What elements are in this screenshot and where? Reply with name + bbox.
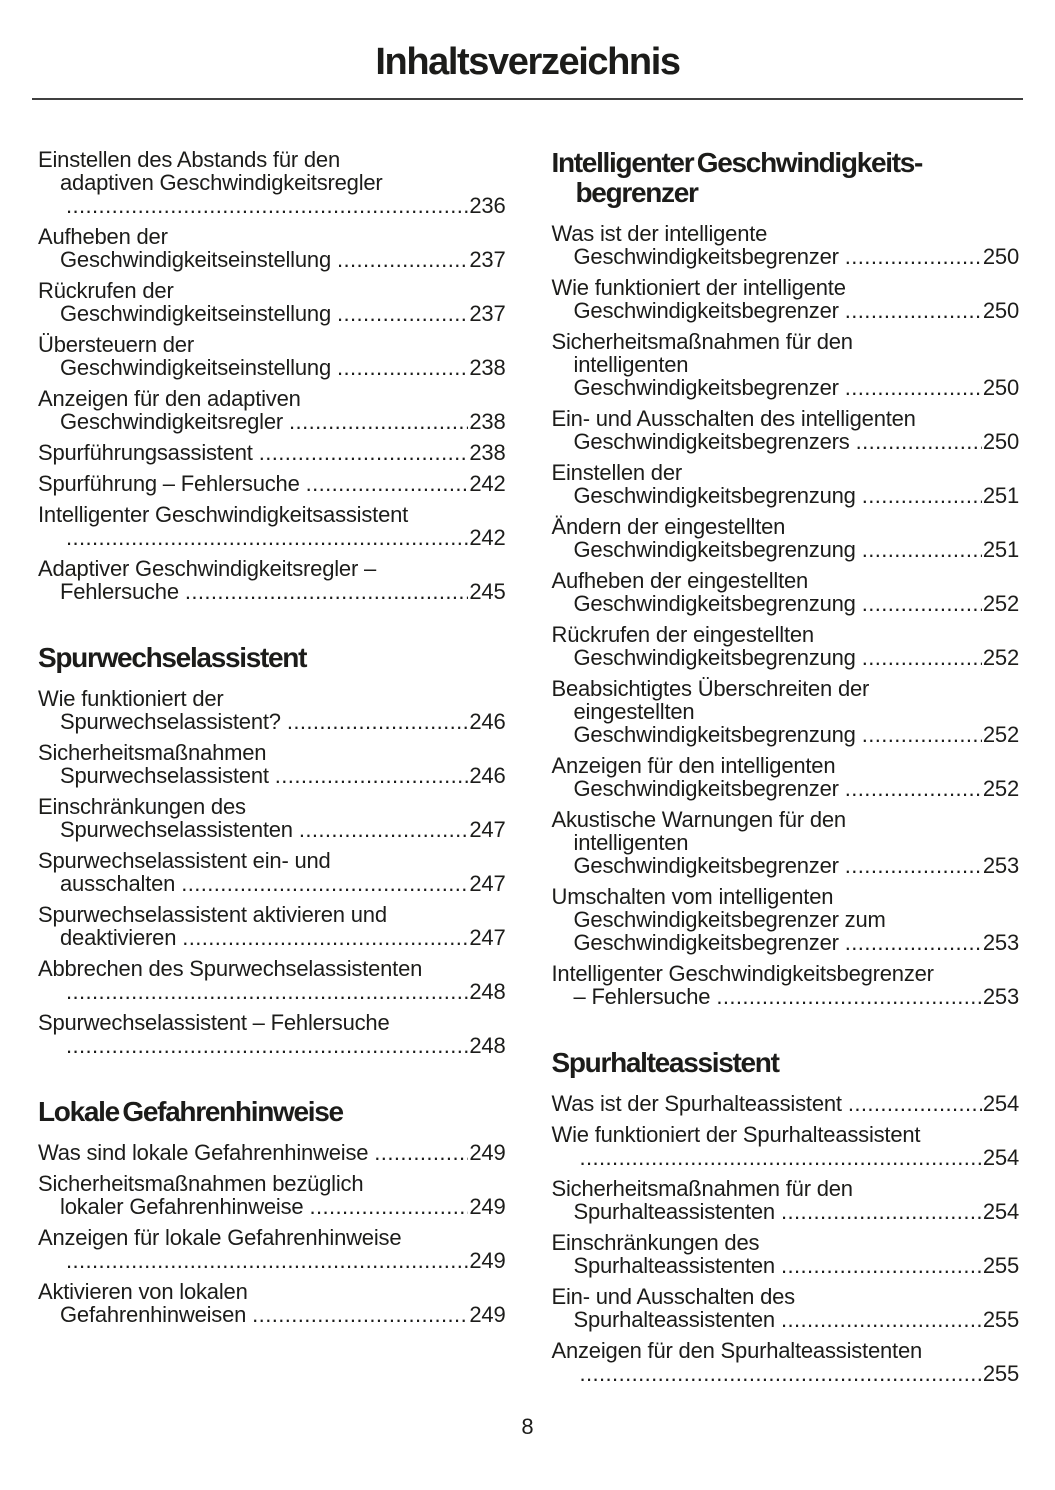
dot-leader bbox=[60, 1034, 468, 1057]
entry-text: Geschwindigkeitsbegrenzung bbox=[573, 645, 856, 670]
entry-text: Aufheben der eingestellten bbox=[551, 568, 809, 593]
entry-text: Akustische Warnungen für den bbox=[551, 807, 846, 832]
toc-line bbox=[38, 1226, 506, 1249]
toc-entry bbox=[552, 1339, 1020, 1385]
page-ref: 248 bbox=[469, 1033, 506, 1058]
page-ref: 253 bbox=[982, 984, 1019, 1009]
toc-line bbox=[38, 410, 506, 433]
toc-entry bbox=[38, 225, 506, 271]
toc-entry bbox=[38, 1280, 506, 1326]
section-heading bbox=[552, 1048, 1020, 1078]
page-ref: 254 bbox=[982, 1145, 1019, 1170]
entry-text: Intelligenter Geschwindigkeitsbegrenzer bbox=[551, 961, 934, 986]
heading-line bbox=[552, 148, 1020, 178]
entry-text: Spurwechselassistent ein- und bbox=[38, 848, 331, 873]
toc-line bbox=[38, 1303, 506, 1326]
entry-text: Übersteuern der bbox=[38, 332, 194, 357]
toc-line bbox=[552, 908, 1020, 931]
toc-entry bbox=[552, 754, 1020, 800]
toc-entry bbox=[38, 903, 506, 949]
toc-line bbox=[38, 849, 506, 872]
entry-text: Sicherheitsmaßnahmen bbox=[38, 740, 267, 765]
toc-line bbox=[38, 148, 506, 171]
toc-line bbox=[552, 885, 1020, 908]
dot-leader bbox=[839, 777, 982, 800]
entry-text: Rückrufen der bbox=[38, 278, 174, 303]
entry-text: lokaler Gefahrenhinweise bbox=[60, 1194, 304, 1219]
toc-entry bbox=[552, 222, 1020, 268]
toc-line bbox=[552, 1285, 1020, 1308]
entry-text: Einschränkungen des bbox=[38, 794, 246, 819]
toc-line bbox=[552, 962, 1020, 985]
entry-text: Spurführung – Fehlersuche bbox=[38, 471, 300, 496]
toc-entry bbox=[38, 472, 506, 495]
entry-text: Spurwechselassistent – Fehlersuche bbox=[38, 1010, 390, 1035]
page-ref: 245 bbox=[469, 579, 506, 604]
heading-line bbox=[38, 643, 506, 673]
toc-entry bbox=[38, 795, 506, 841]
dot-leader bbox=[856, 646, 982, 669]
dot-leader bbox=[710, 985, 982, 1008]
toc-line bbox=[552, 353, 1020, 376]
page-ref: 237 bbox=[469, 301, 506, 326]
dot-leader bbox=[842, 1092, 982, 1115]
page-ref: 246 bbox=[469, 709, 506, 734]
dot-leader bbox=[331, 356, 468, 379]
page-ref: 249 bbox=[469, 1194, 506, 1219]
toc-line bbox=[552, 854, 1020, 877]
entry-text: Was ist der Spurhalteassistent bbox=[551, 1091, 842, 1116]
toc-line bbox=[552, 1308, 1020, 1331]
page-ref: 238 bbox=[469, 440, 506, 465]
toc-line bbox=[38, 503, 506, 526]
toc-line bbox=[38, 248, 506, 271]
entry-text: Ein- und Ausschalten des bbox=[551, 1284, 795, 1309]
toc-line bbox=[552, 299, 1020, 322]
dot-leader bbox=[253, 441, 469, 464]
entry-text: Adaptiver Geschwindigkeitsregler – bbox=[38, 556, 377, 581]
dot-leader bbox=[269, 764, 469, 787]
entry-text: Abbrechen des Spurwechselassistenten bbox=[38, 956, 423, 981]
toc-line bbox=[38, 194, 506, 217]
page-ref: 255 bbox=[982, 1253, 1019, 1278]
toc-line bbox=[38, 526, 506, 549]
dot-leader bbox=[839, 931, 982, 954]
toc-entry bbox=[38, 387, 506, 433]
page-ref: 246 bbox=[469, 763, 506, 788]
toc-entry bbox=[38, 333, 506, 379]
entry-text: ausschalten bbox=[60, 871, 176, 896]
entry-text: Intelligenter Geschwindigkeitsassistent bbox=[38, 502, 409, 527]
toc-entry bbox=[552, 1231, 1020, 1277]
manual-toc-page bbox=[0, 42, 1055, 1490]
page-ref: 251 bbox=[982, 537, 1019, 562]
toc-line bbox=[552, 330, 1020, 353]
toc-line bbox=[552, 430, 1020, 453]
toc-line bbox=[38, 710, 506, 733]
toc-line bbox=[38, 356, 506, 379]
toc-line bbox=[552, 515, 1020, 538]
page-ref: 252 bbox=[982, 722, 1019, 747]
dot-leader bbox=[60, 1249, 468, 1272]
toc-line bbox=[552, 700, 1020, 723]
entry-text: intelligenten bbox=[573, 352, 689, 377]
entry-text: – Fehlersuche bbox=[573, 984, 711, 1009]
section-heading bbox=[38, 1097, 506, 1127]
entry-text: Sicherheitsmaßnahmen für den bbox=[551, 329, 853, 354]
toc-entry bbox=[38, 687, 506, 733]
toc-entry bbox=[552, 808, 1020, 877]
toc-line bbox=[38, 441, 506, 464]
page-ref: 255 bbox=[982, 1361, 1019, 1386]
toc-line bbox=[38, 1141, 506, 1164]
toc-line bbox=[38, 903, 506, 926]
entry-text: Was ist der intelligente bbox=[551, 221, 768, 246]
toc-entry bbox=[38, 1011, 506, 1057]
toc-line bbox=[552, 276, 1020, 299]
entry-text: Sicherheitsmaßnahmen für den bbox=[551, 1176, 853, 1201]
page-ref: 255 bbox=[982, 1307, 1019, 1332]
toc-line bbox=[38, 302, 506, 325]
page-ref: 252 bbox=[982, 776, 1019, 801]
toc-line bbox=[552, 931, 1020, 954]
toc-line bbox=[38, 926, 506, 949]
dot-leader bbox=[281, 710, 469, 733]
page-ref: 242 bbox=[469, 525, 506, 550]
toc-entry bbox=[552, 1285, 1020, 1331]
entry-text: Geschwindigkeitseinstellung bbox=[60, 301, 331, 326]
dot-leader bbox=[839, 245, 982, 268]
toc-line bbox=[552, 569, 1020, 592]
entry-text: Geschwindigkeitsbegrenzer zum bbox=[573, 907, 886, 932]
toc-entry bbox=[38, 957, 506, 1003]
toc-entry bbox=[552, 1123, 1020, 1169]
toc-line bbox=[552, 1254, 1020, 1277]
toc-line bbox=[38, 333, 506, 356]
toc-entry bbox=[38, 1172, 506, 1218]
dot-leader bbox=[839, 376, 982, 399]
entry-text: Geschwindigkeitseinstellung bbox=[60, 247, 331, 272]
entry-text: Geschwindigkeitsbegrenzung bbox=[573, 591, 856, 616]
entry-text: Geschwindigkeitsbegrenzung bbox=[573, 483, 856, 508]
toc-line bbox=[552, 1339, 1020, 1362]
entry-text: Spurhalteassistenten bbox=[573, 1199, 775, 1224]
toc-line bbox=[552, 245, 1020, 268]
entry-text: Wie funktioniert der Spurhalteassistent bbox=[551, 1122, 921, 1147]
dot-leader bbox=[246, 1303, 468, 1326]
toc-line bbox=[38, 1034, 506, 1057]
toc-entry bbox=[552, 515, 1020, 561]
section-heading bbox=[38, 643, 506, 673]
toc-line bbox=[552, 1362, 1020, 1385]
dot-leader bbox=[60, 194, 468, 217]
toc-line bbox=[38, 279, 506, 302]
heading-line bbox=[38, 1097, 506, 1127]
page-ref: 249 bbox=[469, 1248, 506, 1273]
dot-leader bbox=[839, 854, 982, 877]
toc-line bbox=[552, 808, 1020, 831]
toc-entry bbox=[552, 461, 1020, 507]
page-ref: 249 bbox=[469, 1140, 506, 1165]
toc-line bbox=[552, 484, 1020, 507]
page-ref: 250 bbox=[982, 244, 1019, 269]
page-ref: 254 bbox=[982, 1091, 1019, 1116]
page-ref: 236 bbox=[469, 193, 506, 218]
dot-leader bbox=[300, 472, 469, 495]
page-ref: 249 bbox=[469, 1302, 506, 1327]
heading-text: Spurwechselassistent bbox=[38, 642, 307, 673]
page-ref: 250 bbox=[982, 375, 1019, 400]
dot-leader bbox=[574, 1146, 982, 1169]
dot-leader bbox=[856, 592, 982, 615]
page-ref: 247 bbox=[469, 817, 506, 842]
toc-entry bbox=[38, 441, 506, 464]
entry-text: Wie funktioniert der intelligente bbox=[551, 275, 846, 300]
toc-line bbox=[552, 754, 1020, 777]
toc-line bbox=[38, 1249, 506, 1272]
entry-text: adaptiven Geschwindigkeitsregler bbox=[60, 170, 383, 195]
toc-line bbox=[38, 980, 506, 1003]
dot-leader bbox=[60, 526, 468, 549]
toc-line bbox=[552, 1177, 1020, 1200]
page-ref: 253 bbox=[982, 930, 1019, 955]
toc-entry bbox=[552, 623, 1020, 669]
entry-text: Gefahrenhinweisen bbox=[60, 1302, 247, 1327]
toc-entry bbox=[38, 279, 506, 325]
toc-line bbox=[38, 687, 506, 710]
dot-leader bbox=[775, 1254, 982, 1277]
toc-line bbox=[38, 472, 506, 495]
page-ref: 247 bbox=[469, 871, 506, 896]
toc-line bbox=[552, 985, 1020, 1008]
toc-line bbox=[38, 1172, 506, 1195]
toc-line bbox=[552, 646, 1020, 669]
entry-text: Geschwindigkeitseinstellung bbox=[60, 355, 331, 380]
entry-text: Geschwindigkeitsbegrenzer bbox=[573, 375, 839, 400]
toc-entry bbox=[38, 1141, 506, 1164]
entry-text: Was sind lokale Gefahrenhinweise bbox=[38, 1140, 369, 1165]
dot-leader bbox=[856, 723, 982, 746]
dot-leader bbox=[303, 1195, 468, 1218]
entry-text: Ein- und Ausschalten des intelligenten bbox=[551, 406, 916, 431]
toc-line bbox=[38, 1011, 506, 1034]
entry-text: Geschwindigkeitsregler bbox=[60, 409, 284, 434]
toc-line bbox=[552, 407, 1020, 430]
toc-line bbox=[38, 171, 506, 194]
entry-text: Sicherheitsmaßnahmen bezüglich bbox=[38, 1171, 364, 1196]
entry-text: Aufheben der bbox=[38, 224, 168, 249]
toc-line bbox=[552, 461, 1020, 484]
heading-text: Lokale Gefahrenhinweise bbox=[38, 1096, 343, 1127]
toc-line bbox=[552, 723, 1020, 746]
entry-text: Einstellen des Abstands für den bbox=[38, 147, 341, 172]
entry-text: Spurwechselassistenten bbox=[60, 817, 293, 842]
toc-line bbox=[38, 795, 506, 818]
dot-leader bbox=[176, 926, 468, 949]
toc-line bbox=[552, 1146, 1020, 1169]
toc-entry bbox=[38, 503, 506, 549]
toc-line bbox=[552, 831, 1020, 854]
toc-entry bbox=[552, 1177, 1020, 1223]
entry-text: Spurwechselassistent bbox=[60, 763, 269, 788]
toc-entry bbox=[552, 569, 1020, 615]
toc-line bbox=[38, 764, 506, 787]
entry-text: Einschränkungen des bbox=[551, 1230, 760, 1255]
heading-text: Spurhalteassistent bbox=[551, 1047, 779, 1078]
entry-text: Geschwindigkeitsbegrenzer bbox=[573, 930, 839, 955]
toc-line bbox=[552, 222, 1020, 245]
page-ref: 238 bbox=[469, 355, 506, 380]
toc-entry bbox=[38, 148, 506, 217]
toc-columns bbox=[0, 100, 1055, 1393]
entry-text: Wie funktioniert der bbox=[38, 686, 224, 711]
toc-line bbox=[552, 623, 1020, 646]
dot-leader bbox=[856, 484, 982, 507]
heading-line bbox=[552, 1048, 1020, 1078]
entry-text: Anzeigen für den intelligenten bbox=[551, 753, 836, 778]
entry-text: deaktivieren bbox=[60, 925, 177, 950]
entry-text: Anzeigen für den adaptiven bbox=[38, 386, 301, 411]
section-heading bbox=[552, 148, 1020, 208]
dot-leader bbox=[574, 1362, 982, 1385]
dot-leader bbox=[775, 1200, 982, 1223]
toc-line bbox=[38, 387, 506, 410]
page-ref: 250 bbox=[982, 298, 1019, 323]
page-ref: 251 bbox=[982, 483, 1019, 508]
entry-text: Spurführungsassistent bbox=[38, 440, 253, 465]
heading-text: begrenzer bbox=[575, 177, 698, 208]
toc-line bbox=[38, 225, 506, 248]
dot-leader bbox=[60, 980, 468, 1003]
toc-line bbox=[552, 538, 1020, 561]
heading-text: Intelligenter Geschwindigkeits- bbox=[551, 147, 923, 178]
toc-entry bbox=[552, 1092, 1020, 1115]
toc-line bbox=[38, 1280, 506, 1303]
toc-entry bbox=[552, 885, 1020, 954]
dot-leader bbox=[283, 410, 468, 433]
toc-entry bbox=[38, 557, 506, 603]
entry-text: eingestellten bbox=[573, 699, 695, 724]
dot-leader bbox=[775, 1308, 982, 1331]
dot-leader bbox=[331, 302, 468, 325]
entry-text: Geschwindigkeitsbegrenzung bbox=[573, 537, 856, 562]
heading-line bbox=[552, 178, 1020, 208]
dot-leader bbox=[293, 818, 469, 841]
page-ref: 250 bbox=[982, 429, 1019, 454]
toc-line bbox=[38, 818, 506, 841]
entry-text: Geschwindigkeitsbegrenzer bbox=[573, 298, 839, 323]
entry-text: Spurwechselassistent aktivieren und bbox=[38, 902, 387, 927]
page-ref: 252 bbox=[982, 645, 1019, 670]
entry-text: Spurhalteassistenten bbox=[573, 1253, 775, 1278]
toc-line bbox=[38, 580, 506, 603]
toc-entry bbox=[38, 741, 506, 787]
entry-text: Beabsichtigtes Überschreiten der bbox=[551, 676, 870, 701]
toc-line bbox=[38, 741, 506, 764]
toc-entry bbox=[552, 677, 1020, 746]
toc-line bbox=[552, 1123, 1020, 1146]
page-ref: 242 bbox=[469, 471, 506, 496]
page-title: Inhaltsverzeichnis bbox=[375, 41, 680, 83]
entry-text: Ändern der eingestellten bbox=[551, 514, 786, 539]
toc-column-right bbox=[552, 148, 1020, 1393]
entry-text: Rückrufen der eingestellten bbox=[551, 622, 814, 647]
entry-text: Geschwindigkeitsbegrenzer bbox=[573, 244, 839, 269]
toc-line bbox=[552, 777, 1020, 800]
entry-text: Anzeigen für lokale Gefahrenhinweise bbox=[38, 1225, 402, 1250]
dot-leader bbox=[175, 872, 468, 895]
toc-line bbox=[38, 557, 506, 580]
toc-entry bbox=[38, 849, 506, 895]
entry-text: Einstellen der bbox=[551, 460, 682, 485]
page-number: 8 bbox=[521, 1414, 534, 1439]
toc-line bbox=[38, 872, 506, 895]
toc-column-left bbox=[38, 148, 506, 1393]
toc-line bbox=[38, 957, 506, 980]
toc-line bbox=[552, 1092, 1020, 1115]
toc-entry bbox=[552, 962, 1020, 1008]
dot-leader bbox=[368, 1141, 468, 1164]
page-ref: 247 bbox=[469, 925, 506, 950]
dot-leader bbox=[850, 430, 982, 453]
page-ref: 237 bbox=[469, 247, 506, 272]
entry-text: Anzeigen für den Spurhalteassistenten bbox=[551, 1338, 923, 1363]
dot-leader bbox=[839, 299, 982, 322]
entry-text: Fehlersuche bbox=[60, 579, 179, 604]
dot-leader bbox=[856, 538, 982, 561]
page-ref: 253 bbox=[982, 853, 1019, 878]
entry-text: Umschalten vom intelligenten bbox=[551, 884, 834, 909]
entry-text: Geschwindigkeitsbegrenzer bbox=[573, 776, 839, 801]
page-ref: 254 bbox=[982, 1199, 1019, 1224]
dot-leader bbox=[331, 248, 468, 271]
entry-text: Aktivieren von lokalen bbox=[38, 1279, 248, 1304]
entry-text: Spurwechselassistent? bbox=[60, 709, 281, 734]
entry-text: Spurhalteassistenten bbox=[573, 1307, 775, 1332]
toc-line bbox=[552, 1231, 1020, 1254]
page-ref: 238 bbox=[469, 409, 506, 434]
toc-entry bbox=[552, 330, 1020, 399]
entry-text: Geschwindigkeitsbegrenzers bbox=[573, 429, 850, 454]
dot-leader bbox=[179, 580, 469, 603]
toc-entry bbox=[552, 276, 1020, 322]
page-ref: 252 bbox=[982, 591, 1019, 616]
entry-text: Geschwindigkeitsbegrenzer bbox=[573, 853, 839, 878]
entry-text: intelligenten bbox=[573, 830, 689, 855]
toc-line bbox=[552, 592, 1020, 615]
toc-entry bbox=[38, 1226, 506, 1272]
toc-line bbox=[38, 1195, 506, 1218]
toc-line bbox=[552, 677, 1020, 700]
toc-entry bbox=[552, 407, 1020, 453]
toc-line bbox=[552, 1200, 1020, 1223]
entry-text: Geschwindigkeitsbegrenzung bbox=[573, 722, 856, 747]
page-ref: 248 bbox=[469, 979, 506, 1004]
toc-line bbox=[552, 376, 1020, 399]
